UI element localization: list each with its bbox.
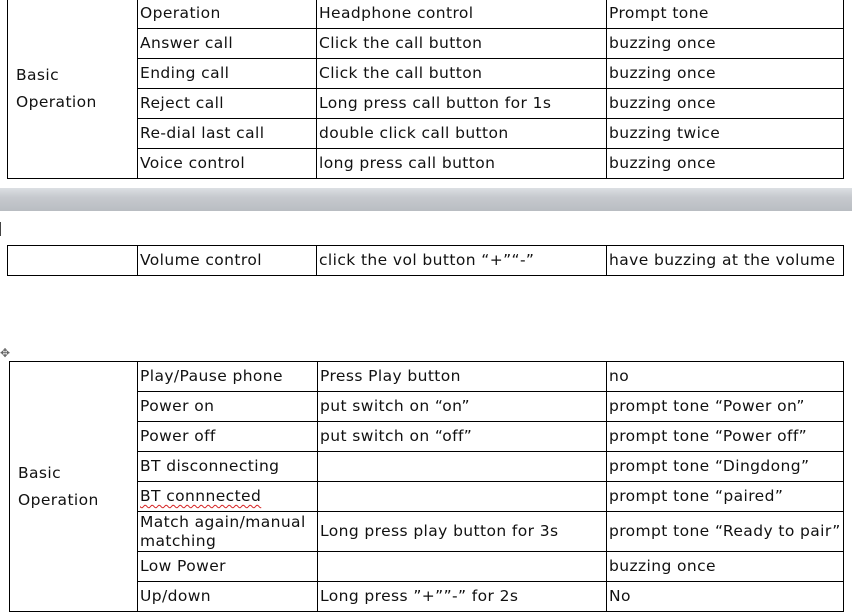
section-label: Basic Operation — [8, 0, 138, 179]
table-cell: Long press play button for 3s — [318, 512, 607, 552]
table-cell: Voice control — [138, 149, 317, 179]
table-cell: buzzing once — [607, 552, 844, 582]
table-move-handle-icon[interactable]: ✥ — [0, 346, 11, 360]
table-cell: Low Power — [138, 552, 318, 582]
table-cell: Reject call — [138, 89, 317, 119]
table-cell — [318, 482, 607, 512]
text-cursor — [0, 222, 1, 236]
table-cell: Volume control — [138, 246, 317, 276]
page-break-gap — [0, 188, 852, 211]
table-cell: buzzing once — [607, 89, 844, 119]
table-cell: Play/Pause phone — [138, 362, 318, 392]
table-cell: Ending call — [138, 59, 317, 89]
table-cell: no — [607, 362, 844, 392]
table-cell: prompt tone “Dingdong” — [607, 452, 844, 482]
table-cell: Answer call — [138, 29, 317, 59]
table-cell: put switch on “on” — [318, 392, 607, 422]
table-cell: have buzzing at the volume — [607, 246, 844, 276]
table-cell: put switch on “off” — [318, 422, 607, 452]
table-cell — [8, 246, 138, 276]
table-cell: prompt tone “Power on” — [607, 392, 844, 422]
table-cell: No — [607, 582, 844, 612]
basic-operation-table-2 — [9, 361, 844, 612]
volume-control-table — [7, 245, 844, 276]
table-cell: buzzing once — [607, 59, 844, 89]
table-cell: Prompt tone — [607, 0, 844, 29]
table-cell: long press call button — [317, 149, 607, 179]
table-row — [10, 362, 844, 392]
table-cell: Long press ”+””-” for 2s — [318, 582, 607, 612]
table-cell — [318, 552, 607, 582]
table-cell: prompt tone “Power off” — [607, 422, 844, 452]
table-cell: Click the call button — [317, 29, 607, 59]
table-cell: Match again/manual matching — [138, 512, 318, 552]
table-cell — [318, 452, 607, 482]
table-row — [8, 0, 844, 29]
table-cell — [138, 482, 318, 512]
table-cell: Press Play button — [318, 362, 607, 392]
table-cell: Up/down — [138, 582, 318, 612]
table-cell: Power on — [138, 392, 318, 422]
table-cell: Operation — [138, 0, 317, 29]
table-cell: double click call button — [317, 119, 607, 149]
table-cell: click the vol button “+”“-” — [317, 246, 607, 276]
basic-operation-table-1 — [7, 0, 844, 179]
table-cell: buzzing twice — [607, 119, 844, 149]
table-cell: Long press call button for 1s — [317, 89, 607, 119]
table-cell: Power off — [138, 422, 318, 452]
table-cell: buzzing once — [607, 149, 844, 179]
table-cell: prompt tone “Ready to pair” — [607, 512, 844, 552]
table-cell: Headphone control — [317, 0, 607, 29]
section-label: Basic Operation — [10, 362, 138, 612]
table-cell: buzzing once — [607, 29, 844, 59]
table-cell: prompt tone “paired” — [607, 482, 844, 512]
table-row — [8, 246, 844, 276]
table-cell: BT disconnecting — [138, 452, 318, 482]
table-cell: Re-dial last call — [138, 119, 317, 149]
table-cell: Click the call button — [317, 59, 607, 89]
spellcheck-underlined-text: BT connnected — [140, 487, 262, 505]
